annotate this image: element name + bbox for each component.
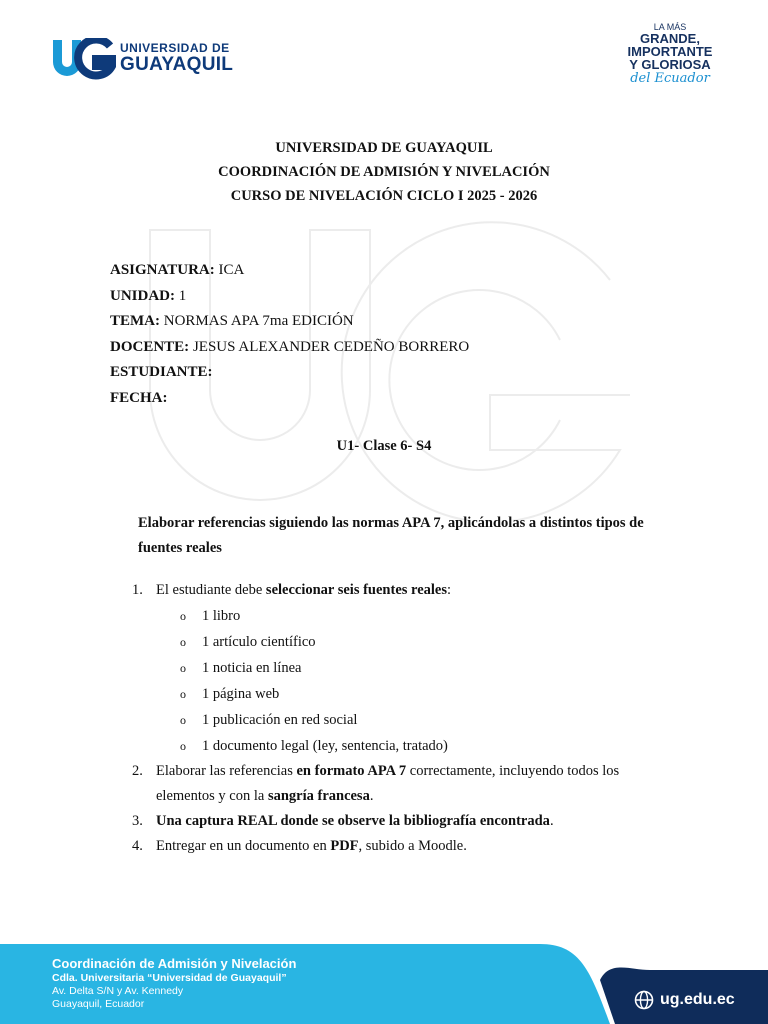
item-text: , subido a Moodle. bbox=[358, 838, 467, 854]
value-unidad: 1 bbox=[175, 287, 187, 304]
list-item bbox=[132, 809, 672, 834]
slogan-logo bbox=[620, 22, 720, 92]
item-number: 1. bbox=[132, 582, 143, 598]
source-item bbox=[132, 707, 672, 733]
info-fecha bbox=[110, 386, 469, 412]
source-text: 1 publicación en red social bbox=[202, 712, 358, 728]
objective-text: Elaborar referencias siguiendo las normas APA 7, aplicándolas a distintos tipos de fuentes reales bbox=[138, 515, 644, 556]
item-number: 4. bbox=[132, 838, 143, 854]
logo-line1: UNIVERSIDAD DE bbox=[120, 41, 230, 55]
bullet-icon: o bbox=[180, 661, 186, 675]
item-number: 2. bbox=[132, 763, 143, 779]
university-logo bbox=[50, 34, 250, 84]
logo-line2: GUAYAQUIL bbox=[120, 54, 234, 75]
bullet-icon: o bbox=[180, 713, 186, 727]
footer-line2: Cdla. Universitaria “Universidad de Guayaquil” bbox=[52, 972, 287, 984]
list-item bbox=[132, 759, 672, 809]
source-text: 1 libro bbox=[202, 608, 241, 624]
course-info bbox=[110, 258, 469, 411]
title-university: UNIVERSIDAD DE GUAYAQUIL bbox=[275, 140, 493, 156]
slogan-line1: GRANDE, bbox=[640, 31, 700, 46]
item-bold-text: PDF bbox=[330, 838, 359, 854]
value-tema: NORMAS APA 7ma EDICIÓN bbox=[160, 313, 354, 329]
website-text[interactable]: ug.edu.ec bbox=[660, 991, 735, 1008]
bullet-icon: o bbox=[180, 635, 186, 649]
item-text: : bbox=[447, 582, 452, 598]
slogan-line4: del Ecuador bbox=[630, 71, 710, 86]
source-text: 1 artículo científico bbox=[202, 634, 316, 650]
footer-line3: Av. Delta S/N y Av. Kennedy bbox=[52, 985, 184, 997]
bullet-icon: o bbox=[180, 687, 186, 701]
title-course: CURSO DE NIVELACIÓN CICLO I 2025 - 2026 bbox=[230, 188, 538, 204]
info-estudiante bbox=[110, 360, 469, 386]
footer-line4: Guayaquil, Ecuador bbox=[52, 998, 145, 1010]
info-docente bbox=[110, 335, 469, 361]
list-item bbox=[132, 578, 672, 603]
slogan-line0: LA MÁS bbox=[653, 22, 687, 32]
source-item bbox=[132, 733, 672, 759]
footer-address bbox=[52, 956, 296, 1011]
class-title: U1- Clase 6- S4 bbox=[336, 438, 432, 454]
slogan-line2: IMPORTANTE bbox=[627, 44, 713, 59]
label-docente: DOCENTE: bbox=[110, 338, 190, 355]
label-asignatura: ASIGNATURA: bbox=[110, 262, 215, 278]
item-text: El estudiante debe bbox=[156, 582, 266, 598]
footer-title: Coordinación de Admisión y Nivelación bbox=[52, 956, 297, 971]
title-coordination: COORDINACIÓN DE ADMISIÓN Y NIVELACIÓN bbox=[218, 164, 550, 180]
item-text: . bbox=[549, 813, 554, 829]
label-tema: TEMA: bbox=[110, 313, 160, 329]
info-tema bbox=[110, 309, 469, 335]
bullet-icon: o bbox=[180, 739, 186, 753]
item-bold-text: Una captura REAL donde se observe la bibliografía encontrada bbox=[156, 813, 550, 829]
document-titles bbox=[0, 136, 768, 208]
info-asignatura bbox=[110, 258, 469, 284]
item-text: correctamente, incluyendo todos los elementos y con la bbox=[156, 763, 620, 804]
item-text: . bbox=[369, 788, 374, 804]
item-bold-text: en formato APA 7 bbox=[296, 763, 407, 779]
item-text: Elaborar las referencias bbox=[156, 763, 297, 779]
ug-logo-mark bbox=[50, 38, 116, 80]
source-text: 1 documento legal (ley, sentencia, tratado) bbox=[202, 738, 448, 754]
label-fecha: FECHA: bbox=[110, 389, 168, 406]
value-asignatura: ICA bbox=[214, 262, 245, 278]
bullet-icon: o bbox=[180, 609, 186, 623]
item-bold-text: seleccionar seis fuentes reales bbox=[265, 582, 447, 598]
source-text: 1 noticia en línea bbox=[202, 660, 302, 676]
label-estudiante: ESTUDIANTE: bbox=[110, 364, 213, 380]
source-item bbox=[132, 655, 672, 681]
source-item bbox=[132, 603, 672, 629]
website-link[interactable] bbox=[634, 990, 735, 1010]
source-item bbox=[132, 681, 672, 707]
item-number: 3. bbox=[132, 813, 143, 829]
value-docente: JESUS ALEXANDER CEDEÑO BORRERO bbox=[189, 338, 470, 355]
list-item bbox=[132, 834, 672, 859]
item-bold-text: sangría francesa bbox=[267, 788, 370, 804]
item-text: Entregar en un documento en bbox=[156, 838, 331, 854]
source-text: 1 página web bbox=[202, 686, 280, 702]
slogan-line3: Y GLORIOSA bbox=[629, 57, 711, 72]
info-unidad bbox=[110, 284, 469, 310]
instruction-list bbox=[132, 578, 672, 859]
label-unidad: UNIDAD: bbox=[110, 287, 175, 304]
globe-icon bbox=[634, 990, 654, 1010]
source-item bbox=[132, 629, 672, 655]
